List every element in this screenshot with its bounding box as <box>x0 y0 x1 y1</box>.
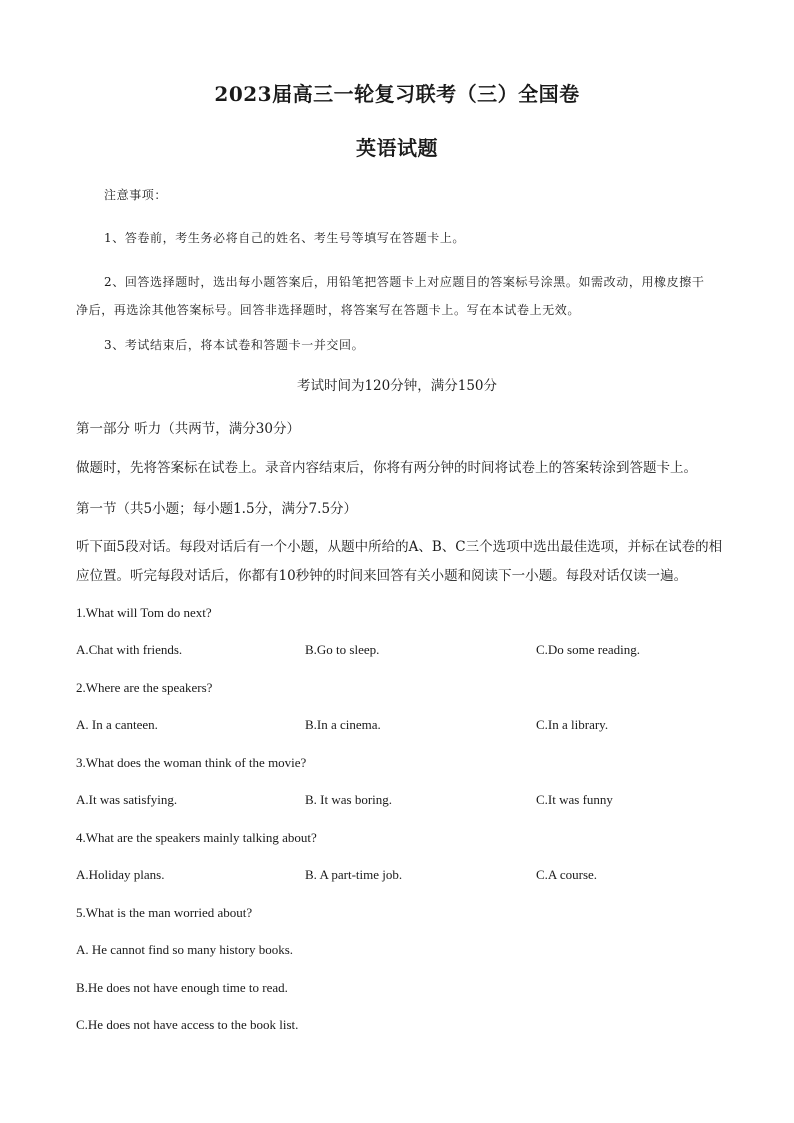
part1-instruction: 做题时，先将答案标在试卷上。录音内容结束后，你将有两分钟的时间将试卷上的答案转涂到答题卡上。 <box>76 460 697 476</box>
notice-heading: 注意事项： <box>104 188 168 202</box>
question-2-option-c: C.In a library. <box>536 717 609 732</box>
exam-title: 2023届高三一轮复习联考（三）全国卷 <box>214 82 580 106</box>
question-2-option-b: B.In a cinema. <box>305 717 381 732</box>
section1-instruction: 听下面5段对话。每段对话后有一个小题，从题中所给的A、B、C三个选项中选出最佳选项，并标在试卷的相应位置。听完每段对话后，你都有10秒钟的时间来回答有关小题和阅读下一小题。每段对话仅读一遍。 <box>76 539 723 584</box>
question-1-option-c: C.Do some reading. <box>536 642 640 657</box>
part1-title: 第一部分 听力（共两节，满分30分） <box>76 421 300 437</box>
question-5-option-a: A. He cannot find so many history books. <box>76 942 294 957</box>
notice-item-2: 2、回答选择题时，选出每小题答案后，用铅笔把答题卡上对应题目的答案标号涂黑。如需改动，用橡皮擦干净后，再选涂其他答案标号。回答非选择题时，将答案写在答题卡上。写在本试卷上无效。 <box>76 275 705 317</box>
question-2: 2.Where are the speakers? <box>76 680 213 695</box>
question-3-option-a: A.It was satisfying. <box>76 792 178 807</box>
question-5-option-c: C.He does not have access to the book list. <box>76 1017 299 1032</box>
question-4-option-b: B. A part-time job. <box>305 867 403 882</box>
question-4: 4.What are the speakers mainly talking about? <box>76 830 317 845</box>
question-2-option-a: A. In a canteen. <box>76 717 158 732</box>
question-1-option-b: B.Go to sleep. <box>305 642 380 657</box>
question-5-option-b: B.He does not have enough time to read. <box>76 980 288 995</box>
question-4-option-a: A.Holiday plans. <box>76 867 165 882</box>
notice-item-1: 1、答卷前，考生务必将自己的姓名、考生号等填写在答题卡上。 <box>104 231 466 245</box>
question-5: 5.What is the man worried about? <box>76 905 253 920</box>
question-4-option-c: C.A course. <box>536 867 598 882</box>
notice-item-3: 3、考试结束后，将本试卷和答题卡一并交回。 <box>104 338 365 352</box>
question-1-option-a: A.Chat with friends. <box>76 642 183 657</box>
question-3: 3.What does the woman think of the movie? <box>76 755 307 770</box>
question-3-option-c: C.It was funny <box>536 792 613 807</box>
question-3-option-b: B. It was boring. <box>305 792 393 807</box>
exam-subtitle: 英语试题 <box>356 136 438 160</box>
section1-title: 第一节（共5小题；每小题1.5分，满分7.5分） <box>76 501 358 517</box>
exam-info: 考试时间为120分钟，满分150分 <box>296 378 498 394</box>
question-1: 1.What will Tom do next? <box>76 605 212 620</box>
